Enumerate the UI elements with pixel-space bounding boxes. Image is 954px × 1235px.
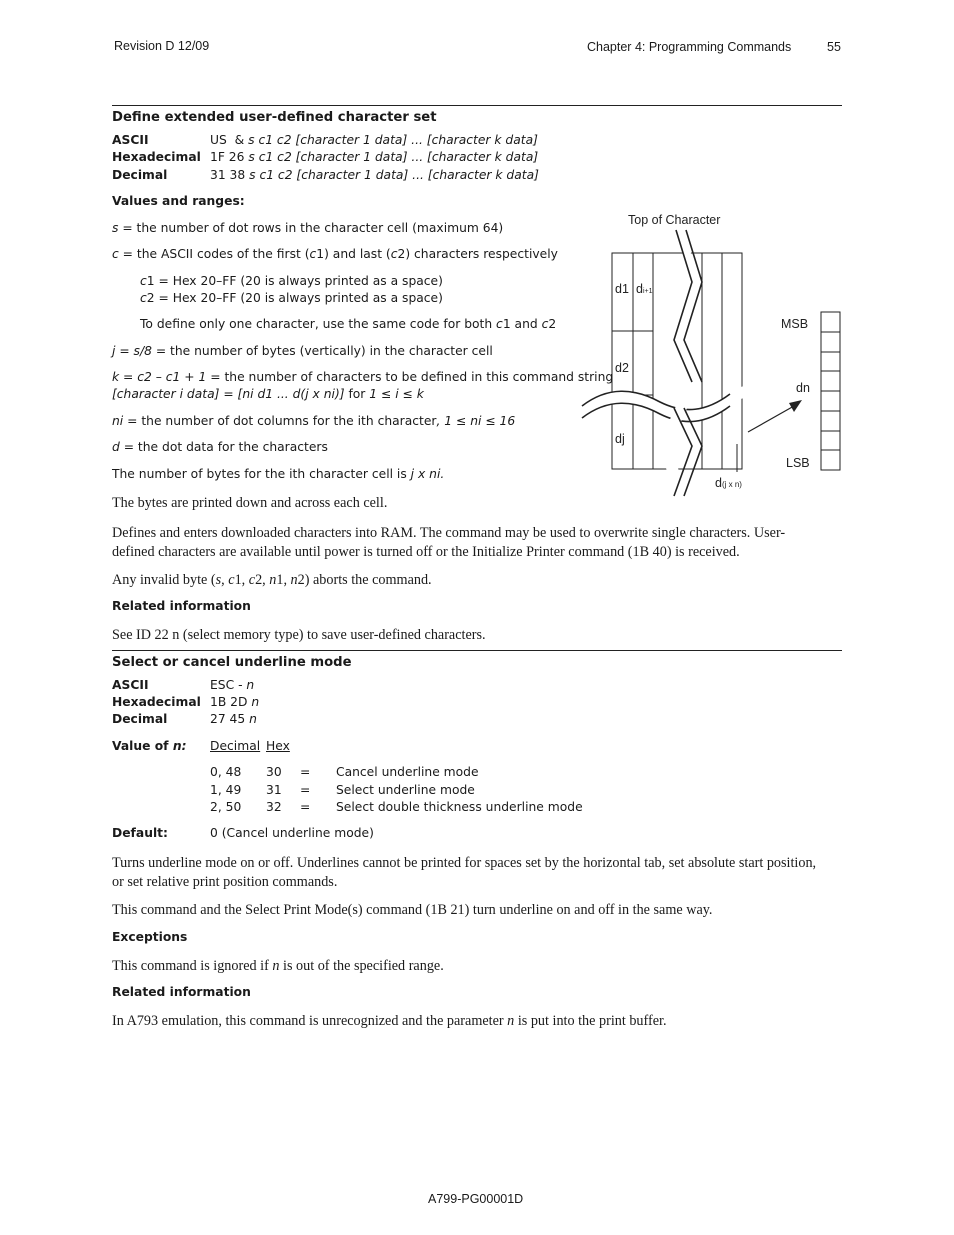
related-text-1: See ID 22 n (select memory type) to save user-defined characters.: [112, 627, 486, 643]
row-description: Cancel underline mode: [336, 765, 479, 779]
row-hex: 30: [266, 765, 282, 779]
page-number: 55: [827, 40, 841, 54]
def-bytes: The number of bytes for the ith character cell is j x ni.: [112, 467, 445, 481]
row-decimal: 1, 49: [210, 783, 242, 797]
dn-arrow-head: [789, 400, 802, 412]
def-c1: c1 = Hex 20–FF (20 is always printed as a space): [140, 274, 443, 288]
def-k: k = c2 – c1 + 1 = the number of characters to be defined in this command string: [112, 370, 614, 384]
section-title-extended-charset: Define extended user-defined character set: [112, 110, 437, 125]
break-gap-horizontal: [582, 384, 754, 422]
def-c2: c2 = Hex 20–FF (20 is always printed as a space): [140, 291, 443, 305]
values-heading: Values and ranges:: [112, 194, 245, 208]
col-header-decimal: Decimal: [210, 739, 261, 753]
row-equals: =: [300, 800, 311, 814]
section-title-underline: Select or cancel underline mode: [112, 655, 352, 670]
para-invalid-byte: Any invalid byte (s, c1, c2, n1, n2) aborts the command.: [112, 572, 432, 588]
exceptions-heading: Exceptions: [112, 930, 188, 944]
cmd-value-decimal: 31 38 s c1 c2 [character 1 data] ... [character k data]: [210, 168, 539, 182]
cmd-value-ascii: US & s c1 c2 [character 1 data] ... [character k data]: [210, 133, 538, 147]
default-value: 0 (Cancel underline mode): [210, 826, 374, 840]
row-hex: 32: [266, 800, 282, 814]
diagram-top-label: Top of Character: [628, 213, 721, 227]
cmd-label-hex: Hexadecimal: [112, 150, 201, 164]
cmd-label-decimal: Decimal: [112, 712, 168, 726]
para-select-print-mode: This command and the Select Print Mode(s) command (1B 21) turn underline on and off in the same way.: [112, 902, 713, 918]
label-d2: d2: [615, 361, 629, 375]
col-header-hex: Hex: [266, 739, 290, 753]
footer-doc-id: A799-PG00001D: [428, 1192, 524, 1206]
cmd-label-ascii: ASCII: [112, 678, 149, 692]
label-d1: d1: [615, 282, 629, 296]
cmd-value-decimal: 27 45 n: [210, 712, 257, 726]
byte-column: [821, 312, 840, 470]
section-divider: [112, 650, 842, 651]
def-d: d = the dot data for the characters: [112, 440, 328, 454]
value-of-n-label: Value of n:: [112, 739, 187, 753]
label-dn: dn: [796, 381, 810, 395]
row-equals: =: [300, 765, 311, 779]
cmd-value-hex: 1B 2D n: [210, 695, 260, 709]
para-defines-downloaded: Defines and enters downloaded characters into RAM. The command may be used to overwrite single characters. User-defined characters are available until power is turned off or the Initialize Printer command (1B 40) is received.: [112, 525, 786, 560]
cmd-value-ascii: ESC - n: [210, 678, 255, 692]
label-dj: dj: [615, 432, 625, 446]
def-ni: ni = the number of dot columns for the ith character, 1 ≤ ni ≤ 16: [112, 414, 516, 428]
para-bytes-printed: The bytes are printed down and across each cell.: [112, 495, 388, 511]
label-lsb: LSB: [786, 456, 810, 470]
cmd-value-hex: 1F 26 s c1 c2 [character 1 data] ... [character k data]: [210, 150, 539, 164]
character-cell-diagram: [578, 210, 848, 500]
def-s: s = the number of dot rows in the character cell (maximum 64): [112, 221, 504, 235]
cmd-label-ascii: ASCII: [112, 133, 149, 147]
row-equals: =: [300, 783, 311, 797]
label-djn: d(j x n): [715, 476, 742, 490]
section-divider: [112, 105, 842, 106]
revision-label: Revision D 12/09: [114, 39, 210, 53]
def-one-char: To define only one character, use the same code for both c1 and c2: [140, 317, 557, 331]
chapter-title: Chapter 4: Programming Commands: [587, 40, 792, 54]
default-label: Default:: [112, 826, 168, 840]
related-heading-1: Related information: [112, 599, 251, 613]
cmd-label-decimal: Decimal: [112, 168, 168, 182]
label-msb: MSB: [781, 317, 809, 331]
row-description: Select double thickness underline mode: [336, 800, 583, 814]
dn-arrow-shaft: [748, 406, 794, 432]
related-heading-2: Related information: [112, 985, 251, 999]
row-hex: 31: [266, 783, 282, 797]
label-di1: di+1: [636, 282, 653, 296]
row-description: Select underline mode: [336, 783, 475, 797]
def-c: c = the ASCII codes of the first (c1) and last (c2) characters respectively: [112, 247, 558, 261]
def-character-data: [character i data] = [ni d1 ... d(j x ni)] for 1 ≤ i ≤ k: [112, 387, 424, 401]
row-decimal: 0, 48: [210, 765, 242, 779]
row-decimal: 2, 50: [210, 800, 242, 814]
cmd-label-hex: Hexadecimal: [112, 695, 201, 709]
exceptions-text: This command is ignored if n is out of the specified range.: [112, 958, 444, 974]
para-turns-underline: Turns underline mode on or off. Underlines cannot be printed for spaces set by the horizontal tab, set absolute start position, or set relative print position commands.: [112, 855, 817, 890]
related-text-2: In A793 emulation, this command is unrecognized and the parameter n is put into the print buffer.: [112, 1013, 667, 1029]
def-j: j = s/8 = the number of bytes (vertically) in the character cell: [112, 344, 493, 358]
